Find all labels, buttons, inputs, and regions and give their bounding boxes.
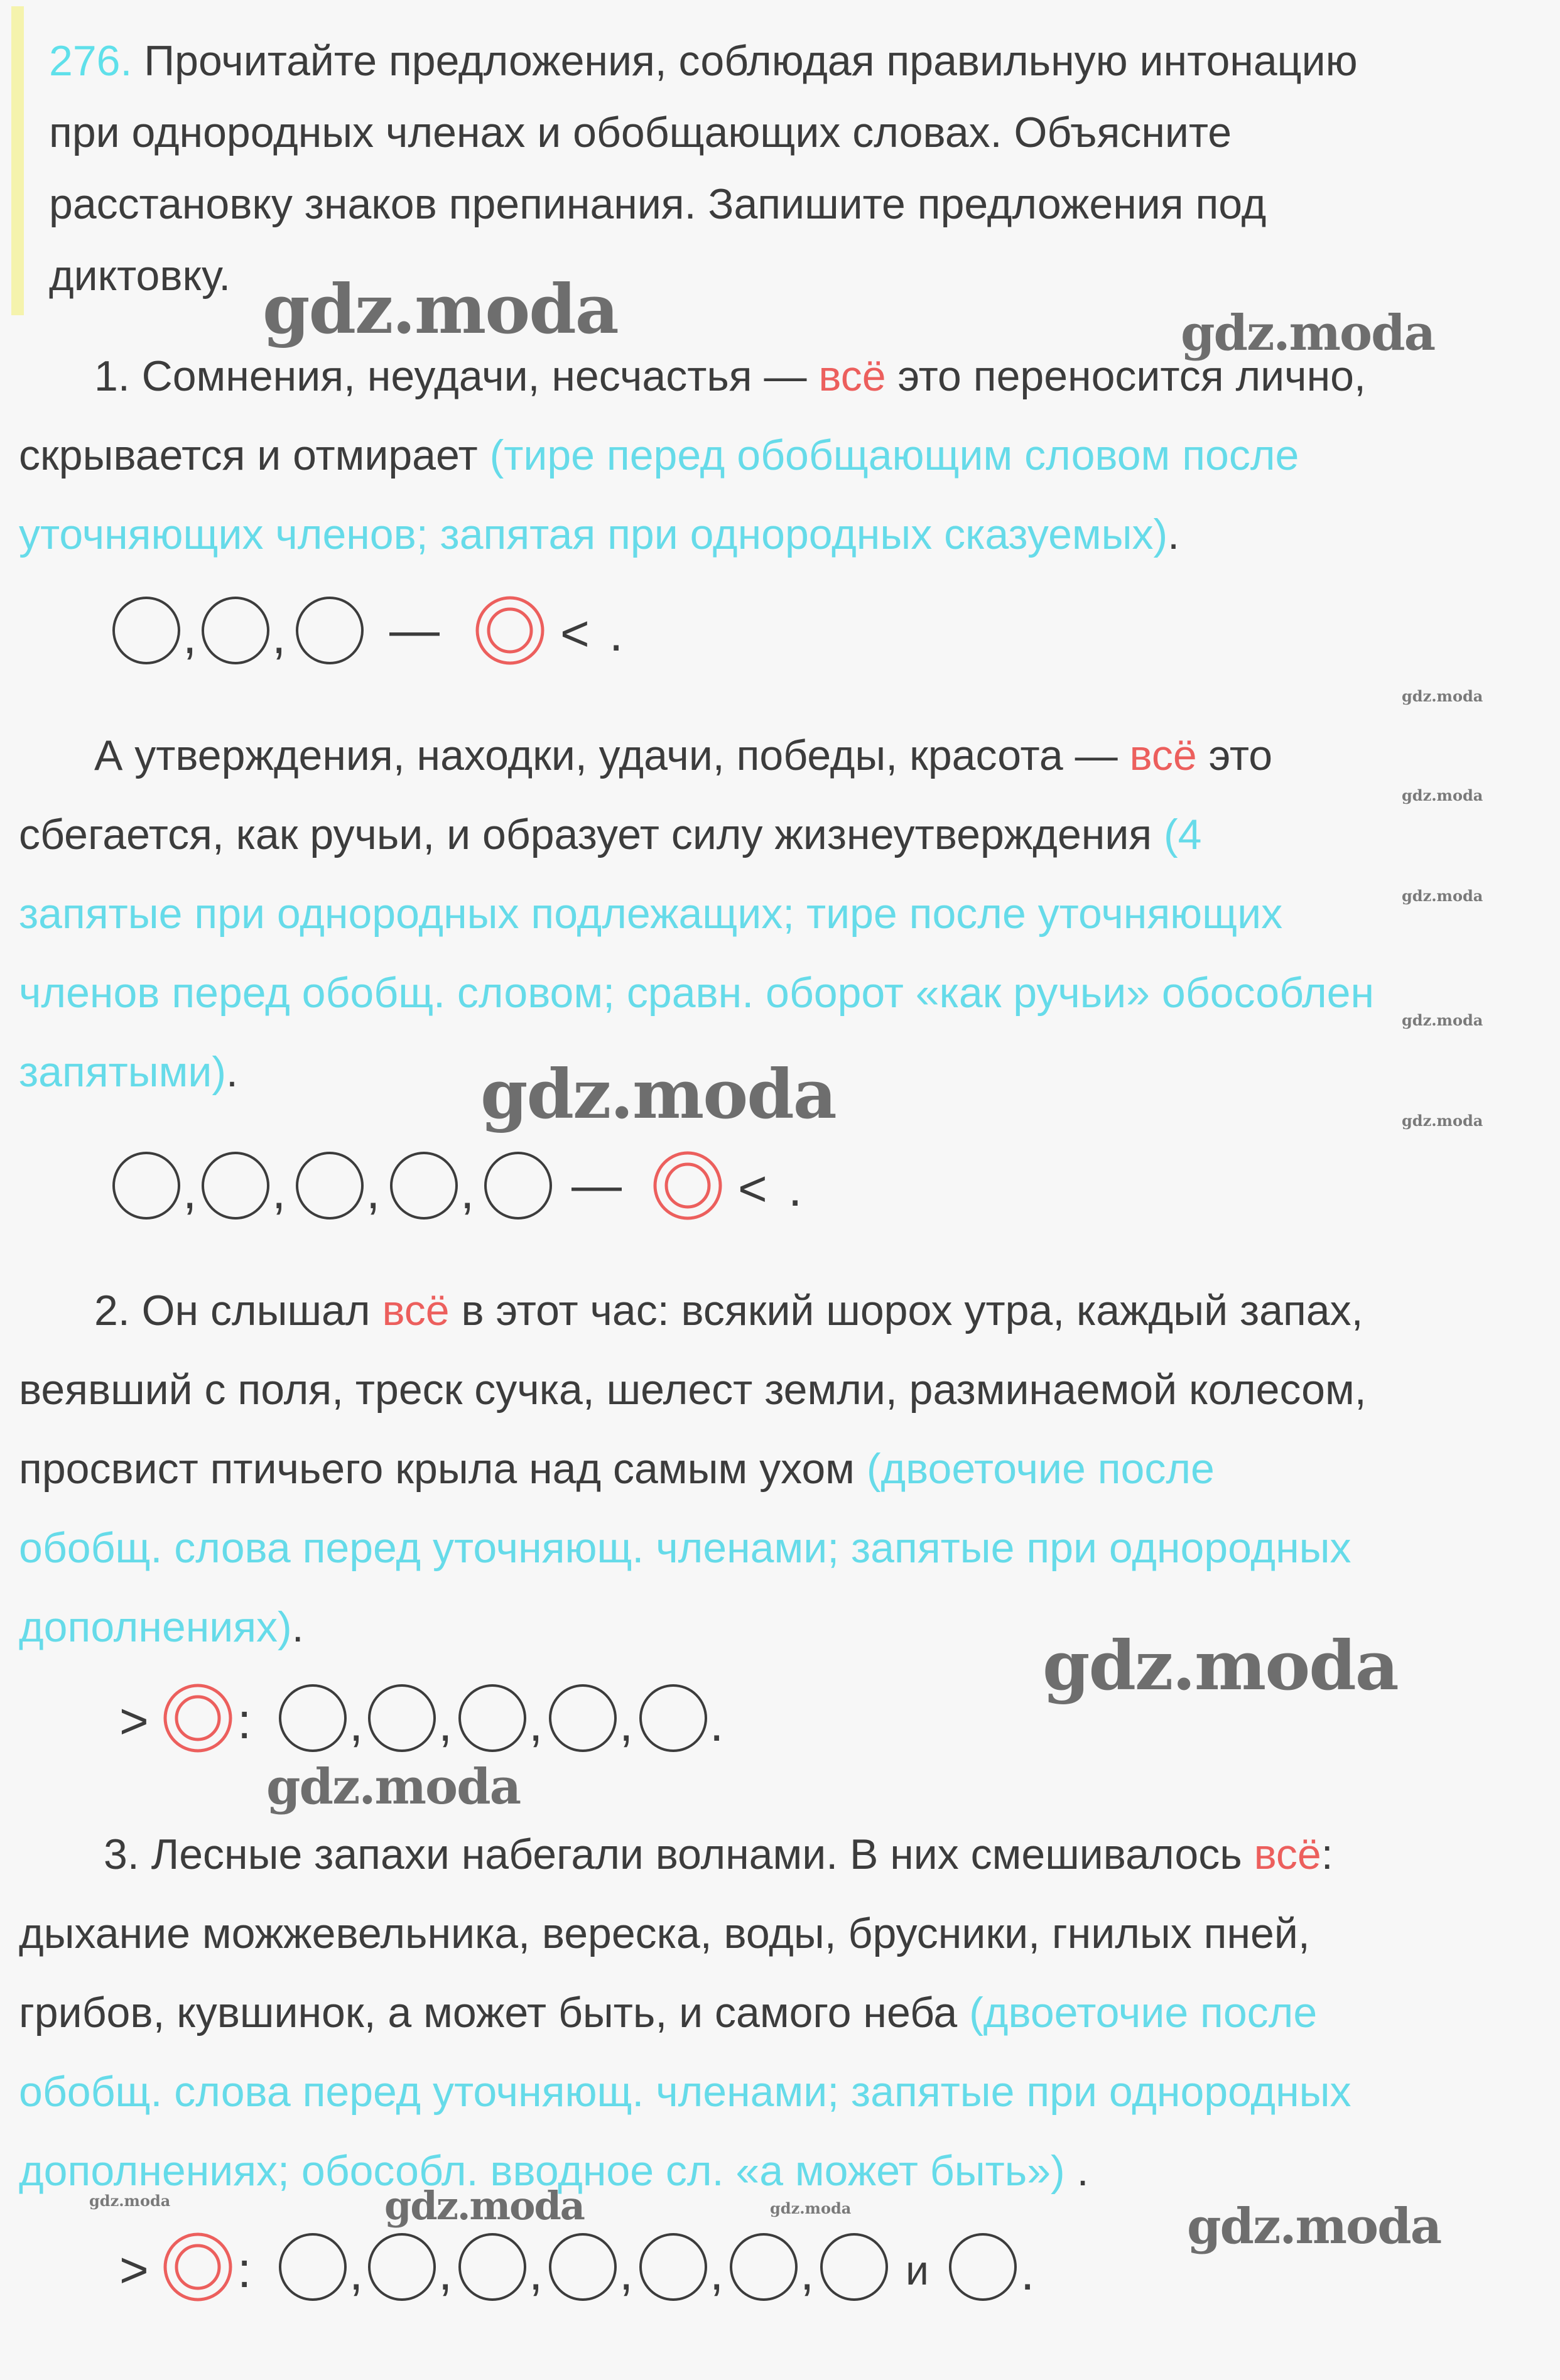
sentence-1a-line-2: скрывается и отмирает (тире перед обобщающим словом после xyxy=(19,431,1299,479)
svg-text:,: , xyxy=(366,1163,381,1219)
sentence-1a-line-3: уточняющих членов; запятая при однородных сказуемых). xyxy=(19,511,1180,558)
generalizing-word: всё xyxy=(1254,1831,1321,1878)
sentence-3-line-3: грибов, кувшинок, а может быть, и самого неба (двоеточие после xyxy=(19,1989,1318,2037)
watermark: gdz.moda xyxy=(1402,786,1483,804)
watermark: gdz.moda xyxy=(1402,887,1483,905)
svg-text:,: , xyxy=(272,1163,286,1219)
sentence-1b-line-1: А утверждения, находки, удачи, победы, красота — всё это xyxy=(94,732,1273,779)
svg-text:,: , xyxy=(710,2244,724,2300)
sentence-3-line-1: 3. Лесные запахи набегали волнами. В них смешивалось всё: xyxy=(104,1831,1333,1878)
sentence-1b-line-4 xyxy=(19,953,1374,1032)
explanation-note: (тире перед обобщающим словом после xyxy=(489,431,1299,479)
watermark: gdz.moda xyxy=(266,1758,521,1815)
generalizing-word: всё xyxy=(818,352,886,400)
sentence-1b-line-5: запятыми). xyxy=(19,1048,238,1096)
sentence-1a xyxy=(19,337,1366,574)
sentence-2-line-2: веявший с поля, треск сучка, шелест земли, разминаемой колесом, xyxy=(19,1366,1367,1414)
sentence-2-line-1: 2. Он слышал всё в этот час: всякий шорох утра, каждый запах, xyxy=(94,1287,1363,1334)
svg-text:,: , xyxy=(349,1696,364,1751)
scheme-comma: , xyxy=(272,608,286,664)
explanation-note: обобщ. слова перед уточняющ. членами; запятые при однородных xyxy=(19,1524,1351,1572)
explanation-note: запятыми) xyxy=(19,1048,227,1096)
sentence-3-line-2: дыхание можжевельника, вереска, воды, брусники, гнилых пней, xyxy=(19,1910,1310,1957)
svg-text:,: , xyxy=(349,2244,364,2300)
sentence-3-line-5: дополнениях; обособл. вводное сл. «а может быть») . xyxy=(19,2147,1089,2195)
scheme-2-diagram xyxy=(113,1678,804,1760)
svg-text:,: , xyxy=(460,1163,475,1219)
punctuation-scheme-3 xyxy=(113,2227,1118,2308)
explanation-note: членов перед обобщ. словом; сравн. оборот «как ручьи» обособлен xyxy=(19,969,1375,1017)
watermark: gdz.moda xyxy=(1181,305,1435,362)
explanation-note: (4 xyxy=(1164,811,1202,858)
task-line-4: диктовку. xyxy=(49,252,231,300)
sentence-2-line-3: просвист птичьего крыла над самым ухом (двоеточие после xyxy=(19,1445,1215,1493)
scheme-1a-diagram xyxy=(107,590,672,672)
sentence-2-line-4 xyxy=(19,1508,1367,1588)
task-number: 276. xyxy=(49,37,133,85)
sentence-3-line-4 xyxy=(19,2052,1351,2131)
task-line-3: расстановку знаков препинания. Запишите предложения под xyxy=(49,180,1267,228)
generalizing-word: всё xyxy=(382,1287,450,1334)
watermark: gdz.moda xyxy=(1402,1011,1483,1029)
svg-text:<: < xyxy=(738,1160,767,1216)
homogeneous-member-circle xyxy=(203,598,268,663)
scheme-comma: , xyxy=(183,608,197,664)
task-instructions xyxy=(49,25,1358,311)
explanation-note: дополнениях) xyxy=(19,1603,292,1651)
svg-text:.: . xyxy=(788,1160,803,1216)
watermark: gdz.moda xyxy=(480,1055,836,1134)
punctuation-scheme-2 xyxy=(113,1678,804,1760)
svg-text:—: — xyxy=(571,1157,622,1213)
svg-text::: : xyxy=(237,2242,252,2298)
svg-text:,: , xyxy=(800,2244,815,2300)
punctuation-scheme-1b xyxy=(107,1145,860,1227)
svg-text:,: , xyxy=(438,2244,453,2300)
svg-text::: : xyxy=(237,1693,252,1749)
task-line-2: при однородных членах и обобщающих словах. Объясните xyxy=(49,109,1232,156)
svg-text:.: . xyxy=(710,1696,724,1751)
watermark: gdz.moda xyxy=(770,2199,852,2217)
svg-text:,: , xyxy=(619,2244,634,2300)
scheme-3-diagram xyxy=(113,2227,1118,2308)
explanation-note: обобщ. слова перед уточняющ. членами; запятые при однородных xyxy=(19,2068,1351,2116)
watermark: gdz.moda xyxy=(1043,1626,1398,1706)
watermark: gdz.moda xyxy=(1402,1112,1483,1130)
sentence-1b-line-2: сбегается, как ручьи, и образует силу жизнеутверждения (4 xyxy=(19,811,1202,858)
highlight-bar xyxy=(11,6,24,315)
punctuation-scheme-1a xyxy=(107,590,672,672)
explanation-note: запятые при однородных подлежащих; тире после уточняющих xyxy=(19,890,1283,938)
watermark: gdz.moda xyxy=(384,2183,584,2229)
scheme-period: . xyxy=(609,605,624,661)
svg-text:.: . xyxy=(1021,2244,1035,2300)
homogeneous-member-circle xyxy=(114,598,179,663)
scheme-predicate-sign: < xyxy=(560,605,590,661)
explanation-note: (двоеточие после xyxy=(969,1989,1318,2037)
generalizing-word-inner-circle xyxy=(489,609,531,652)
explanation-note: уточняющих членов; запятая при однородных сказуемых) xyxy=(19,511,1168,558)
sentence-1a-line-1: 1. Сомнения, неудачи, несчастья — всё это переносится лично, xyxy=(94,352,1366,400)
task-line-1: 276. Прочитайте предложения, соблюдая правильную интонацию xyxy=(49,37,1358,85)
sentence-2-line-5: дополнениях). xyxy=(19,1603,304,1651)
homogeneous-member-circle xyxy=(297,598,362,663)
svg-text:,: , xyxy=(619,1696,634,1751)
svg-text:и: и xyxy=(906,2247,929,2293)
svg-text:>: > xyxy=(119,2242,149,2298)
sentence-2 xyxy=(19,1271,1367,1667)
sentence-1b xyxy=(19,716,1374,1112)
scheme-dash: — xyxy=(389,602,440,657)
svg-text:>: > xyxy=(119,1693,149,1749)
watermark: gdz.moda xyxy=(89,2192,171,2210)
sentence-3 xyxy=(19,1815,1351,2210)
svg-text:,: , xyxy=(529,2244,543,2300)
svg-text:,: , xyxy=(438,1696,453,1751)
explanation-note: (двоеточие после xyxy=(866,1445,1215,1493)
explanation-note: дополнениях; обособл. вводное сл. «а может быть») xyxy=(19,2147,1065,2195)
svg-text:,: , xyxy=(529,1696,543,1751)
watermark: gdz.moda xyxy=(1187,2198,1441,2255)
watermark: gdz.moda xyxy=(263,270,618,349)
generalizing-word: всё xyxy=(1129,732,1197,779)
scheme-1b-diagram xyxy=(107,1145,860,1227)
sentence-1b-line-3 xyxy=(19,874,1374,953)
svg-text:,: , xyxy=(183,1163,197,1219)
watermark: gdz.moda xyxy=(1402,687,1483,705)
